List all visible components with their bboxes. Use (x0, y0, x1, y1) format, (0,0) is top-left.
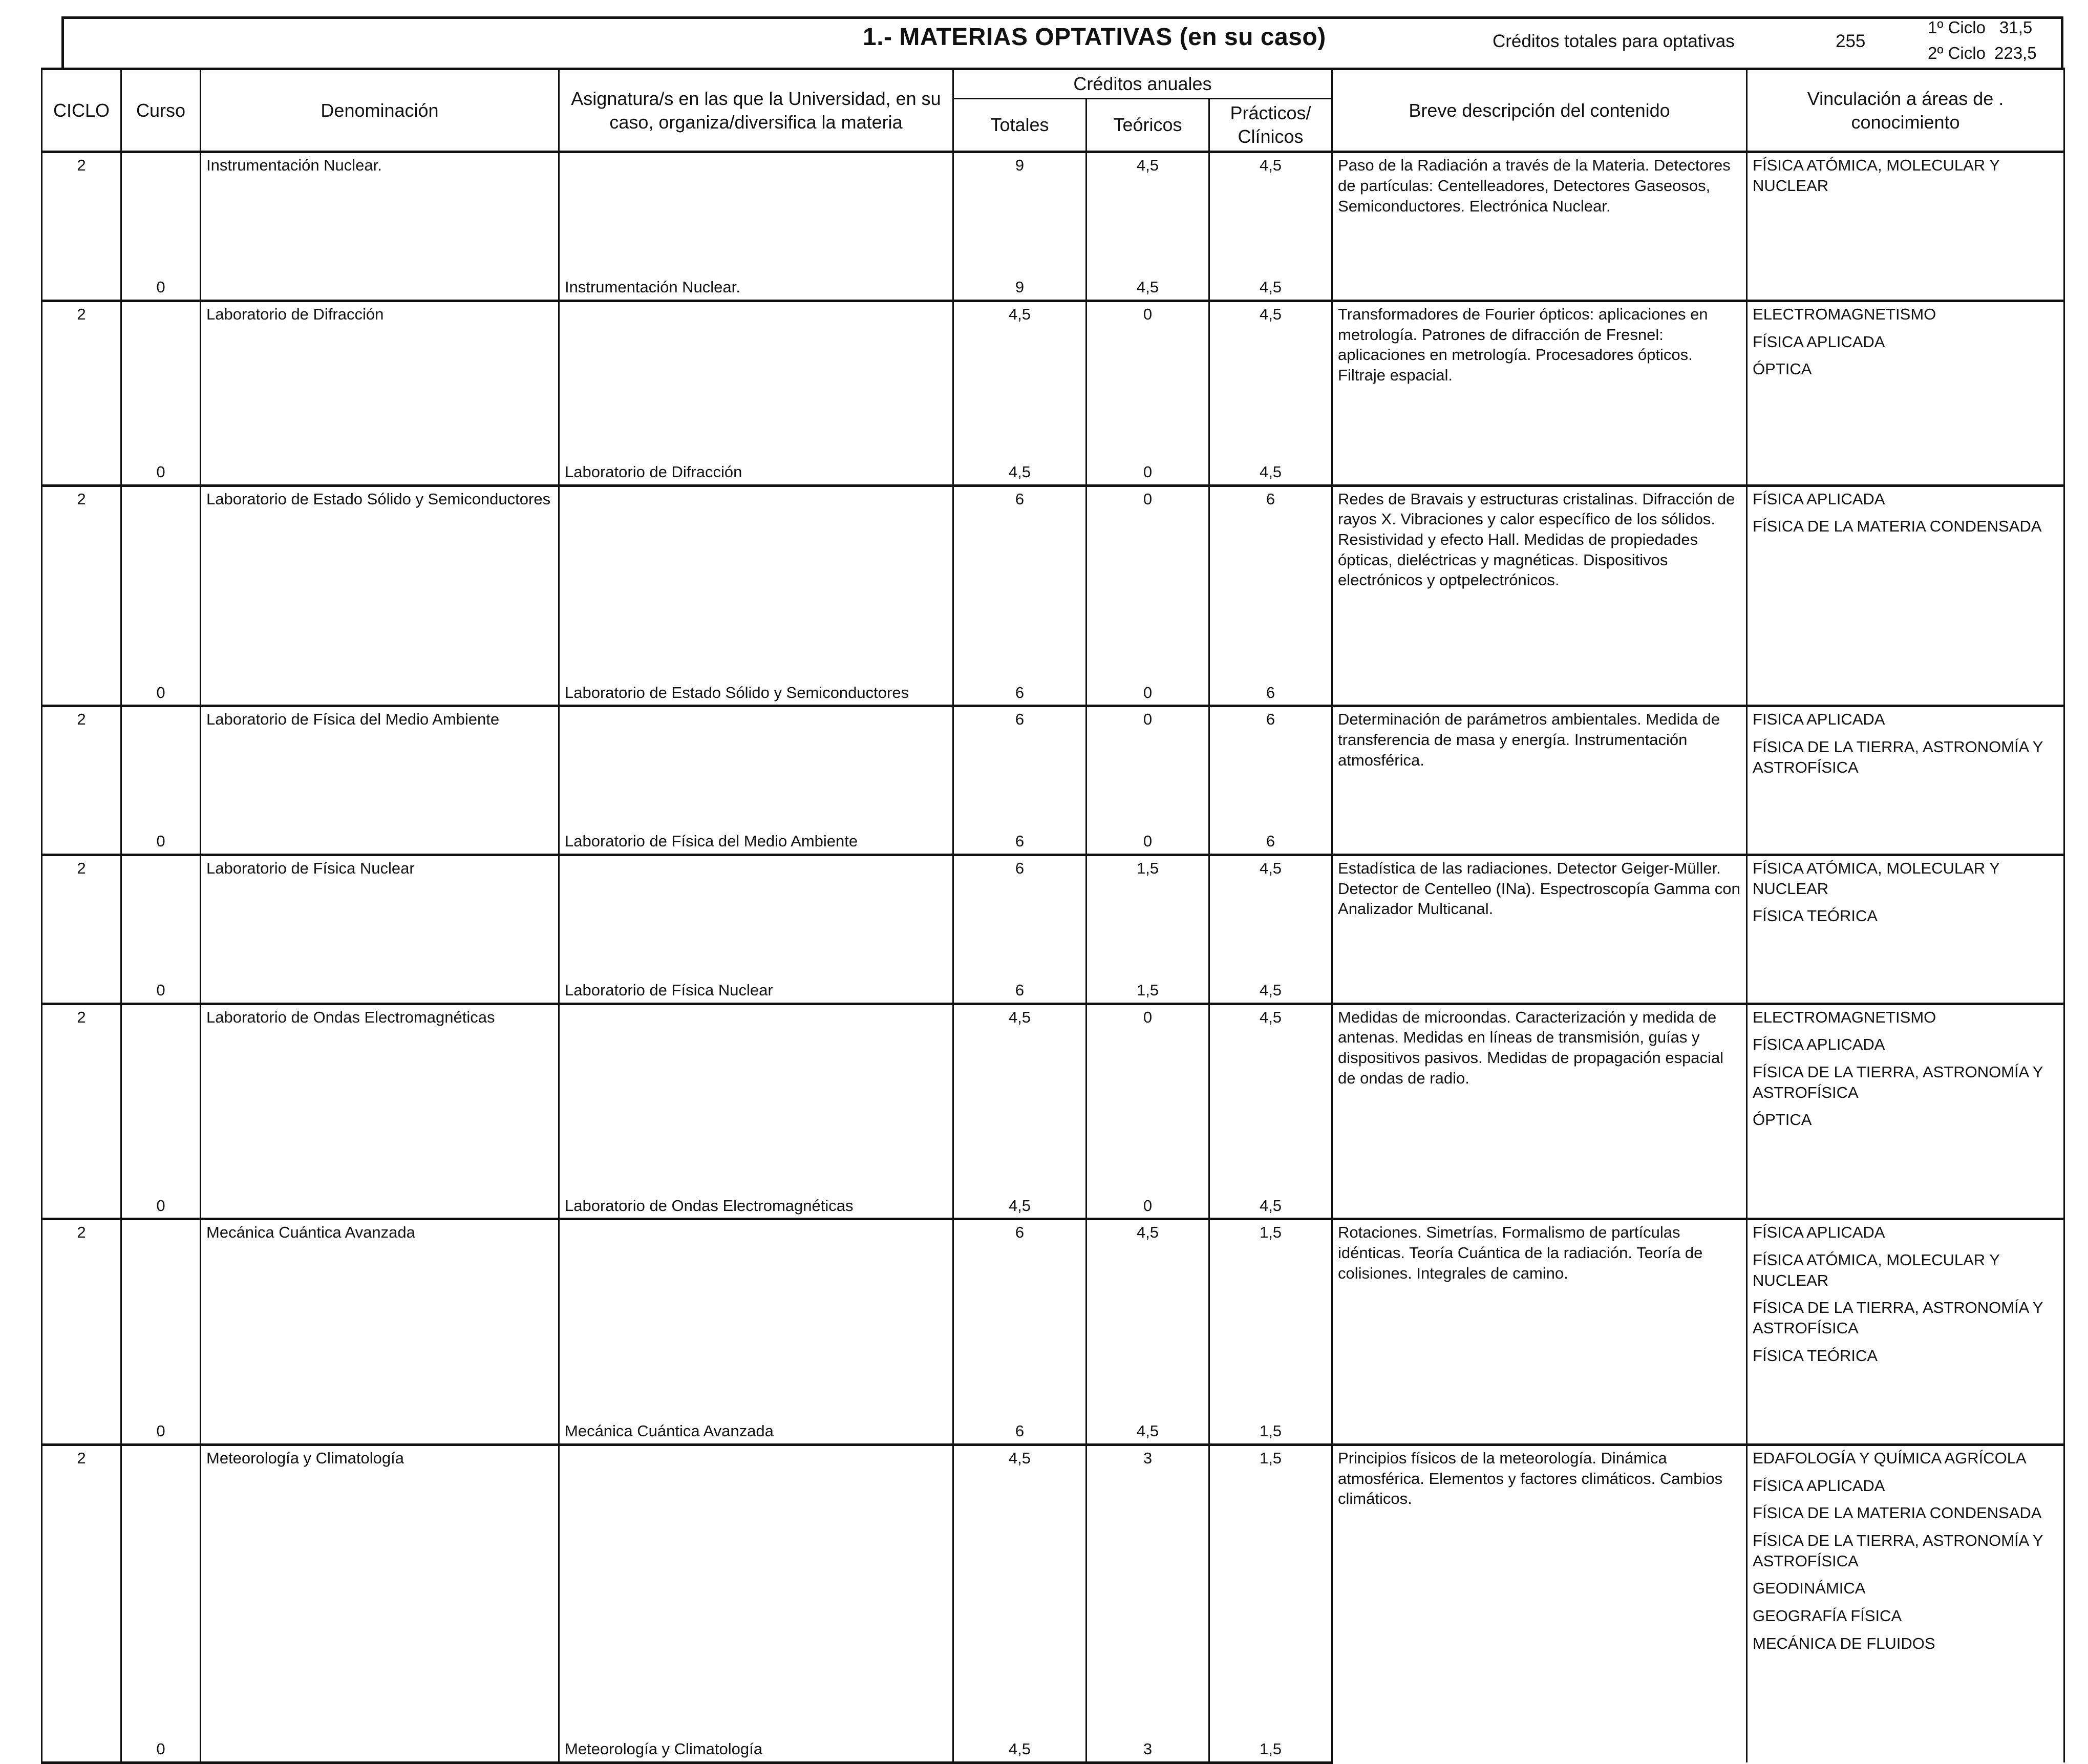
totales-cell: 4,5 (953, 1444, 1086, 1737)
descripcion-cell: Estadística de las radiaciones. Detector Geiger-Müller. Detector de Centelleo (INa). Espectroscopía Gamma con Analizador Multicanal. (1332, 855, 1747, 1004)
ciclo-cell-empty (42, 275, 121, 301)
asignatura-cell-empty (559, 855, 953, 978)
practicos-cell: 4,5 (1209, 301, 1332, 460)
asig-practicos-cell: 4,5 (1209, 275, 1332, 301)
asig-totales-cell: 6 (953, 829, 1086, 855)
ciclo-cell: 2 (42, 152, 121, 275)
asig-teoricos-cell: 4,5 (1086, 1419, 1209, 1444)
asignatura-cell-empty (559, 152, 953, 275)
asig-totales-cell: 4,5 (953, 1737, 1086, 1762)
vinculacion-cell (1747, 301, 2064, 485)
curso-cell-empty (121, 1444, 201, 1737)
area-item: FÍSICA ATÓMICA, MOLECULAR Y NUCLEAR (1753, 859, 2000, 898)
curso-cell-empty (121, 301, 201, 460)
descripcion-cell: Transformadores de Fourier ópticos: aplicaciones en metrología. Patrones de difracción de Fresnel: aplicaciones en metrología. Procesadores ópticos. Filtraje espacial. (1332, 301, 1747, 485)
area-item: ELECTROMAGNETISMO (1753, 305, 1936, 323)
ciclo-cell: 2 (42, 1444, 121, 1737)
teoricos-cell: 3 (1086, 1444, 1209, 1737)
ciclo-cell: 2 (42, 706, 121, 830)
col-curso-header: Curso (121, 69, 201, 152)
denominacion-cell-empty (201, 829, 559, 855)
materia-row (42, 1219, 2064, 1419)
curso-cell: 0 (121, 829, 201, 855)
asig-teoricos-cell: 0 (1086, 460, 1209, 485)
asig-practicos-cell: 4,5 (1209, 460, 1332, 485)
denominacion-cell-empty (201, 978, 559, 1004)
practicos-cell: 4,5 (1209, 152, 1332, 275)
asignatura-cell-empty (559, 1444, 953, 1737)
asig-totales-cell: 6 (953, 1419, 1086, 1444)
creditos-totales-label: Créditos totales para optativas (1493, 31, 1735, 51)
asig-practicos-cell: 1,5 (1209, 1737, 1332, 1762)
area-item: GEODINÁMICA (1753, 1579, 1866, 1598)
totales-cell: 4,5 (953, 301, 1086, 460)
asig-practicos-cell: 4,5 (1209, 1194, 1332, 1219)
denominacion-cell: Instrumentación Nuclear. (201, 152, 559, 275)
ciclo-cell-empty (42, 1194, 121, 1219)
area-item: FÍSICA APLICADA (1753, 490, 1885, 508)
area-item: FÍSICA TEÓRICA (1753, 907, 1878, 925)
curso-cell-empty (121, 1004, 201, 1194)
area-item: ELECTROMAGNETISMO (1753, 1008, 1936, 1026)
area-item: FÍSICA DE LA TIERRA, ASTRONOMÍA Y ASTROFÍSICA (1753, 1062, 2043, 1101)
asignatura-cell-empty (559, 485, 953, 681)
asignatura-cell-empty (559, 706, 953, 830)
asig-totales-cell: 6 (953, 681, 1086, 706)
area-item: FÍSICA DE LA TIERRA, ASTRONOMÍA Y ASTROFÍSICA (1753, 1531, 2043, 1570)
ciclo-cell: 2 (42, 1219, 121, 1419)
area-item: FÍSICA APLICADA (1753, 332, 1885, 351)
ciclo1-value: 31,5 (1999, 18, 2033, 37)
teoricos-cell: 0 (1086, 706, 1209, 830)
materias-table (41, 68, 2065, 1764)
col-descripcion-header: Breve descripción del contenido (1332, 69, 1747, 152)
col-totales-header: Totales (953, 99, 1086, 152)
denominacion-cell-empty (201, 1194, 559, 1219)
area-item: FÍSICA DE LA TIERRA, ASTRONOMÍA Y ASTROFÍSICA (1753, 737, 2043, 776)
asignatura-cell: Laboratorio de Física del Medio Ambiente (559, 829, 953, 855)
ciclo-cell-empty (42, 681, 121, 706)
col-vinculacion-header: Vinculación a áreas de . conocimiento (1747, 69, 2064, 152)
materia-row (42, 152, 2064, 275)
totales-cell: 6 (953, 1219, 1086, 1419)
creditos-totales-value: 255 (1836, 31, 1866, 51)
col-denominacion-header: Denominación (201, 69, 559, 152)
vinculacion-cell (1747, 706, 2064, 855)
vinculacion-cell (1747, 1219, 2064, 1445)
col-asignatura-header: Asignatura/s en las que la Universidad, en su caso, organiza/diversifica la materia (559, 69, 953, 152)
practicos-cell: 6 (1209, 485, 1332, 681)
asig-totales-cell: 4,5 (953, 1194, 1086, 1219)
descripcion-cell: Paso de la Radiación a través de la Materia. Detectores de partículas: Centelleadores, Detectores Gaseosos, Semiconductores. Electrónica Nuclear. (1332, 152, 1747, 301)
ciclo-cell: 2 (42, 485, 121, 681)
area-item: GEOGRAFÍA FÍSICA (1753, 1606, 1902, 1625)
asignatura-cell: Instrumentación Nuclear. (559, 275, 953, 301)
curso-cell: 0 (121, 978, 201, 1004)
curso-cell: 0 (121, 460, 201, 485)
area-item: FÍSICA TEÓRICA (1753, 1346, 1878, 1365)
asignatura-cell: Laboratorio de Ondas Electromagnéticas (559, 1194, 953, 1219)
totales-cell: 9 (953, 152, 1086, 275)
curso-cell-empty (121, 485, 201, 681)
col-creditos-anuales-header: Créditos anuales (953, 69, 1332, 99)
header-row-1 (42, 69, 2064, 99)
area-item: FÍSICA APLICADA (1753, 1223, 1885, 1242)
curso-cell-empty (121, 1219, 201, 1419)
area-item: ÓPTICA (1753, 360, 1812, 378)
teoricos-cell: 4,5 (1086, 152, 1209, 275)
asignatura-cell: Meteorología y Climatología (559, 1737, 953, 1762)
col-practicos-header: Prácticos/ Clínicos (1209, 99, 1332, 152)
asignatura-cell: Laboratorio de Difracción (559, 460, 953, 485)
curso-cell: 0 (121, 1737, 201, 1762)
asig-practicos-cell: 6 (1209, 681, 1332, 706)
denominacion-cell: Laboratorio de Física del Medio Ambiente (201, 706, 559, 830)
asig-totales-cell: 4,5 (953, 460, 1086, 485)
asignatura-cell: Mecánica Cuántica Avanzada (559, 1419, 953, 1444)
materia-row (42, 855, 2064, 978)
denominacion-cell-empty (201, 1419, 559, 1444)
ciclo-cell-empty (42, 829, 121, 855)
teoricos-cell: 1,5 (1086, 855, 1209, 978)
asig-teoricos-cell: 4,5 (1086, 275, 1209, 301)
practicos-cell: 4,5 (1209, 855, 1332, 978)
descripcion-cell: Medidas de microondas. Caracterización y medida de antenas. Medidas en líneas de transmisión, guías y dispositivos pasivos. Medidas de propagación espacial de ondas de radio. (1332, 1004, 1747, 1219)
curso-cell-empty (121, 855, 201, 978)
ciclo2-value: 223,5 (1994, 44, 2037, 62)
vinculacion-cell (1747, 152, 2064, 301)
vinculacion-cell (1747, 1444, 2064, 1762)
area-item: EDAFOLOGÍA Y QUÍMICA AGRÍCOLA (1753, 1449, 2027, 1467)
teoricos-cell: 0 (1086, 1004, 1209, 1194)
ciclo-cell-empty (42, 978, 121, 1004)
asig-teoricos-cell: 0 (1086, 1194, 1209, 1219)
materia-row (42, 1444, 2064, 1737)
ciclo-cell: 2 (42, 855, 121, 978)
ciclo-cell-empty (42, 460, 121, 485)
area-item: FÍSICA ATÓMICA, MOLECULAR Y NUCLEAR (1753, 156, 2000, 195)
area-item: ÓPTICA (1753, 1111, 1812, 1129)
denominacion-cell-empty (201, 460, 559, 485)
asignatura-cell: Laboratorio de Física Nuclear (559, 978, 953, 1004)
vinculacion-cell (1747, 1004, 2064, 1219)
descripcion-cell: Redes de Bravais y estructuras cristalinas. Difracción de rayos X. Vibraciones y calor específico de los sólidos. Resistividad y efecto Hall. Medidas de propiedades ópticas, dieléctricas y magnéticas. Dispositivos electrónicos y optpelectrónicos. (1332, 485, 1747, 706)
denominacion-cell: Laboratorio de Estado Sólido y Semiconductores (201, 485, 559, 681)
area-item: MECÁNICA DE FLUIDOS (1753, 1634, 1935, 1652)
asig-practicos-cell: 1,5 (1209, 1419, 1332, 1444)
denominacion-cell: Mecánica Cuántica Avanzada (201, 1219, 559, 1419)
denominacion-cell-empty (201, 681, 559, 706)
title-band (61, 16, 2063, 68)
asig-totales-cell: 6 (953, 978, 1086, 1004)
col-ciclo-header: CICLO (42, 69, 121, 152)
asignatura-cell-empty (559, 301, 953, 460)
teoricos-cell: 0 (1086, 485, 1209, 681)
asig-teoricos-cell: 3 (1086, 1737, 1209, 1762)
vinculacion-cell (1747, 855, 2064, 1004)
denominacion-cell: Meteorología y Climatología (201, 1444, 559, 1737)
descripcion-cell: Principios físicos de la meteorología. Dinámica atmosférica. Elementos y factores climáticos. Cambios climáticos. (1332, 1444, 1747, 1762)
practicos-cell: 6 (1209, 706, 1332, 830)
asig-practicos-cell: 4,5 (1209, 978, 1332, 1004)
curso-cell: 0 (121, 275, 201, 301)
area-item: FÍSICA APLICADA (1753, 1035, 1885, 1054)
denominacion-cell-empty (201, 1737, 559, 1762)
page-title: 1.- MATERIAS OPTATIVAS (en su caso) (863, 24, 1326, 51)
materia-row (42, 485, 2064, 681)
denominacion-cell: Laboratorio de Ondas Electromagnéticas (201, 1004, 559, 1194)
document-page (20, 16, 2063, 1758)
materia-row (42, 706, 2064, 830)
materia-row (42, 1004, 2064, 1194)
materias-body (42, 152, 2064, 1762)
totales-cell: 6 (953, 485, 1086, 681)
totales-cell: 6 (953, 706, 1086, 830)
curso-cell-empty (121, 706, 201, 830)
asig-totales-cell: 9 (953, 275, 1086, 301)
ciclo-cell-empty (42, 1419, 121, 1444)
teoricos-cell: 4,5 (1086, 1219, 1209, 1419)
denominacion-cell: Laboratorio de Difracción (201, 301, 559, 460)
descripcion-cell: Determinación de parámetros ambientales. Medida de transferencia de masa y energía. Instrumentación atmosférica. (1332, 706, 1747, 855)
asignatura-cell-empty (559, 1004, 953, 1194)
materia-row (42, 301, 2064, 460)
ciclo-cell: 2 (42, 301, 121, 460)
area-item: FÍSICA DE LA MATERIA CONDENSADA (1753, 517, 2042, 536)
practicos-cell: 1,5 (1209, 1219, 1332, 1419)
curso-cell: 0 (121, 681, 201, 706)
area-item: FÍSICA DE LA MATERIA CONDENSADA (1753, 1504, 2042, 1522)
col-teoricos-header: Teóricos (1086, 99, 1209, 152)
asig-teoricos-cell: 0 (1086, 681, 1209, 706)
teoricos-cell: 0 (1086, 301, 1209, 460)
practicos-cell: 4,5 (1209, 1004, 1332, 1194)
totales-cell: 6 (953, 855, 1086, 978)
vinculacion-cell (1747, 485, 2064, 706)
asignatura-cell-empty (559, 1219, 953, 1419)
asignatura-cell: Laboratorio de Estado Sólido y Semiconductores (559, 681, 953, 706)
descripcion-cell: Rotaciones. Simetrías. Formalismo de partículas idénticas. Teoría Cuántica de la radiación. Teoría de colisiones. Integrales de camino. (1332, 1219, 1747, 1445)
practicos-cell: 1,5 (1209, 1444, 1332, 1737)
ciclo2-label: 2º Ciclo (1928, 44, 1986, 62)
curso-cell: 0 (121, 1194, 201, 1219)
ciclo-cell: 2 (42, 1004, 121, 1194)
curso-cell: 0 (121, 1419, 201, 1444)
denominacion-cell: Laboratorio de Física Nuclear (201, 855, 559, 978)
totales-cell: 4,5 (953, 1004, 1086, 1194)
area-item: FISICA APLICADA (1753, 710, 1885, 729)
ciclo1-label: 1º Ciclo (1928, 18, 1986, 37)
area-item: FÍSICA ATÓMICA, MOLECULAR Y NUCLEAR (1753, 1250, 2000, 1289)
area-item: FÍSICA DE LA TIERRA, ASTRONOMÍA Y ASTROFÍSICA (1753, 1299, 2043, 1337)
asig-teoricos-cell: 1,5 (1086, 978, 1209, 1004)
asig-practicos-cell: 6 (1209, 829, 1332, 855)
area-item: FÍSICA APLICADA (1753, 1476, 1885, 1495)
curso-cell-empty (121, 152, 201, 275)
denominacion-cell-empty (201, 275, 559, 301)
asig-teoricos-cell: 0 (1086, 829, 1209, 855)
ciclo-cell-empty (42, 1737, 121, 1762)
